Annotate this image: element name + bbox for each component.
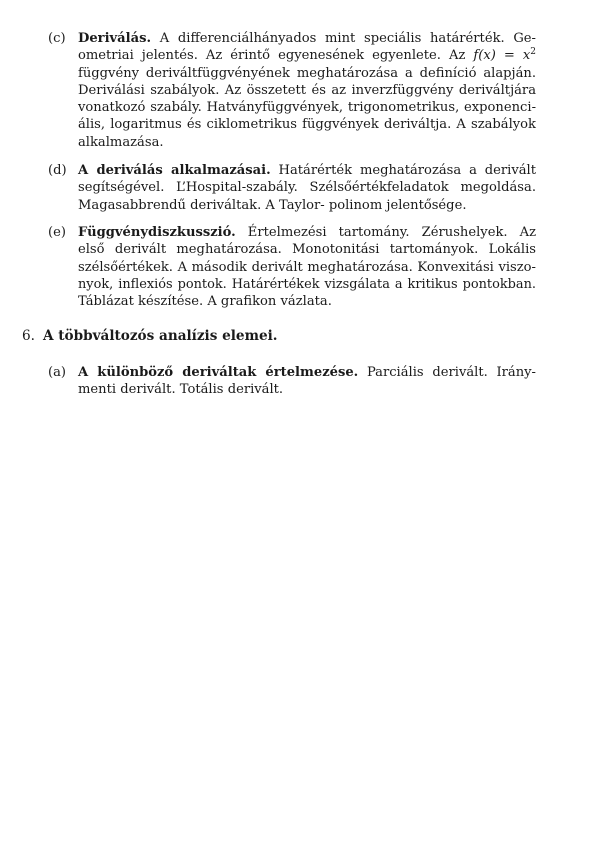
- list-item-a: [48, 364, 536, 399]
- text-line: A különböző deriváltak értelmezése. Parciális derivált. Irány-: [78, 365, 536, 380]
- text-line: vonatkozó szabály. Hatványfüggvények, trigonometrikus, exponenci-: [78, 100, 536, 116]
- item-heading: A deriválás alkalmazásai.: [78, 163, 271, 178]
- text-line: menti derivált. Totális derivált.: [78, 382, 284, 398]
- item-heading: Deriválás.: [78, 31, 152, 46]
- item-heading: A különböző deriváltak értelmezése.: [78, 365, 359, 380]
- math-exponent: 2: [530, 47, 536, 58]
- text-line: szélsőértékek. A második derivált meghatározása. Konvexitási viszo-: [78, 259, 536, 275]
- text-line: ometriai jelentés. Az érintő egyenesének egyenlete. Az $f(x) = x^2$: [78, 47, 536, 64]
- math-formula: f(x) = x: [473, 48, 531, 64]
- text-line: Függvénydiszkusszió. Értelmezési tartomány. Zérushelyek. Az: [78, 225, 536, 240]
- text-line: Deriválás. A differenciálhányados mint speciális határérték. Ge-: [78, 31, 536, 46]
- text-line: Táblázat készítése. A grafikon vázlata.: [78, 294, 332, 310]
- text-line: nyok, inflexiós pontok. Határértékek vizsgálata a kritikus pontokban.: [78, 276, 536, 292]
- text-line: függvény deriváltfüggvényének meghatározása a definíció alapján.: [78, 65, 536, 81]
- text-line: segítségével. L’Hospital-szabály. Szélsőértékfeladatok megoldása.: [78, 180, 536, 196]
- section-number: 6.: [22, 328, 35, 344]
- item-heading: Függvénydiszkusszió.: [78, 225, 236, 240]
- item-label: (a): [48, 365, 67, 380]
- text-line: ális, logaritmus és ciklometrikus függvények deriváltja. A szabályok: [78, 117, 536, 133]
- list-item-d: [48, 162, 536, 214]
- section-title: A többváltozós analízis elemei.: [42, 328, 278, 344]
- text-line: alkalmazása.: [78, 134, 164, 150]
- text-line: A deriválás alkalmazásai. Határérték meghatározása a derivált: [78, 163, 536, 178]
- item-label: (e): [48, 225, 66, 240]
- text-line: Magasabbrendű deriváltak. A Taylor- polinom jelentősége.: [78, 197, 467, 213]
- item-label: (d): [48, 163, 67, 178]
- text-line: első derivált meghatározása. Monotonitási tartományok. Lokális: [78, 242, 536, 258]
- section-heading: [22, 328, 542, 344]
- list-item-c: [48, 30, 536, 151]
- item-label: (c): [48, 31, 66, 46]
- text-line: Deriválási szabályok. Az összetett és az inverzfüggvény deriváltjára: [78, 82, 536, 98]
- list-item-e: [48, 224, 536, 310]
